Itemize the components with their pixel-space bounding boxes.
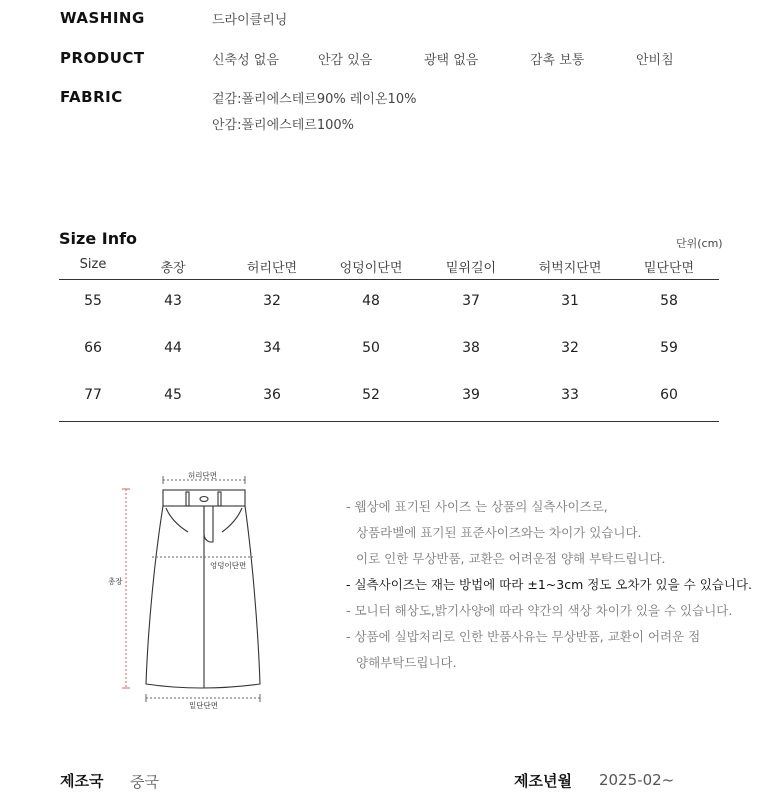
table-cell: 37 [462,293,480,309]
table-cell: 43 [164,293,182,309]
diagram-hip-label: 엉덩이단면 [210,561,247,570]
note-line: - 모니터 해상도,밝기사양에 따라 약간의 색상 차이가 있을 수 있습니다. [346,603,733,618]
origin-label: 제조국 [60,772,104,790]
table-header-rise: 밑위길이 [445,261,497,276]
origin-value: 중국 [130,773,159,791]
diagram-length-label: 총장 [108,577,123,586]
note-line: 양해부탁드립니다. [356,655,457,670]
product-lining: 안감 있음 [318,53,373,68]
table-cell: 45 [164,387,182,403]
fabric-outer: 겉감:폴리에스테르90% 레이온10% [212,92,417,107]
table-cell: 33 [561,387,579,403]
fabric-label: FABRIC [60,88,123,106]
note-line: - 웹상에 표기된 사이즈 는 상품의 실측사이즈로, [346,499,608,514]
table-header-length: 총장 [160,261,186,276]
table-header-waist: 허리단면 [246,261,298,276]
washing-label: WASHING [60,9,145,27]
table-cell: 36 [263,387,281,403]
table-cell: 44 [164,340,182,356]
table-header-thigh: 허벅지단면 [538,261,602,276]
table-cell: 77 [84,387,102,403]
table-cell: 38 [462,340,480,356]
table-cell: 66 [84,340,102,356]
note-line: 이로 인한 무상반품, 교환은 어려운점 양해 부탁드립니다. [356,551,666,566]
table-cell: 31 [561,293,579,309]
product-gloss: 광택 없음 [424,53,479,68]
washing-value: 드라이클리닝 [212,13,288,28]
table-cell: 59 [660,340,678,356]
product-label: PRODUCT [60,49,145,67]
product-sheer: 안비침 [636,53,674,68]
diagram-waist-label: 허리단면 [188,471,217,480]
product-texture: 감촉 보통 [530,53,585,68]
table-header-hip: 엉덩이단면 [339,261,403,276]
diagram-hem-label: 밑단단면 [189,701,218,710]
table-cell: 32 [263,293,281,309]
product-stretch: 신축성 없음 [212,53,279,68]
table-header-divider [59,279,719,280]
fabric-lining: 안감:폴리에스테르100% [212,118,355,133]
table-cell: 34 [263,340,281,356]
table-header-size: Size [79,257,107,272]
note-line: 상품라벨에 표기된 표준사이즈와는 차이가 있습니다. [356,525,642,540]
table-cell: 58 [660,293,678,309]
skirt-outline [146,490,260,688]
manufacture-date-label: 제조년월 [514,772,572,790]
table-cell: 39 [462,387,480,403]
manufacture-date-value: 2025-02~ [599,771,675,789]
table-cell: 50 [362,340,380,356]
table-cell: 52 [362,387,380,403]
note-line: - 상품에 실밥처리로 인한 반품사유는 무상반품, 교환이 어려운 점 [346,629,701,644]
table-bottom-divider [59,421,719,422]
table-cell: 32 [561,340,579,356]
unit-label: 단위(cm) [676,237,723,250]
skirt-diagram [100,466,280,711]
size-info-title: Size Info [59,229,138,248]
table-cell: 55 [84,293,102,309]
table-cell: 48 [362,293,380,309]
table-cell: 60 [660,387,678,403]
note-line-emphasis: - 실측사이즈는 재는 방법에 따라 ±1~3cm 정도 오차가 있을 수 있습니다. [346,577,752,592]
table-header-hem: 밑단단면 [643,261,695,276]
